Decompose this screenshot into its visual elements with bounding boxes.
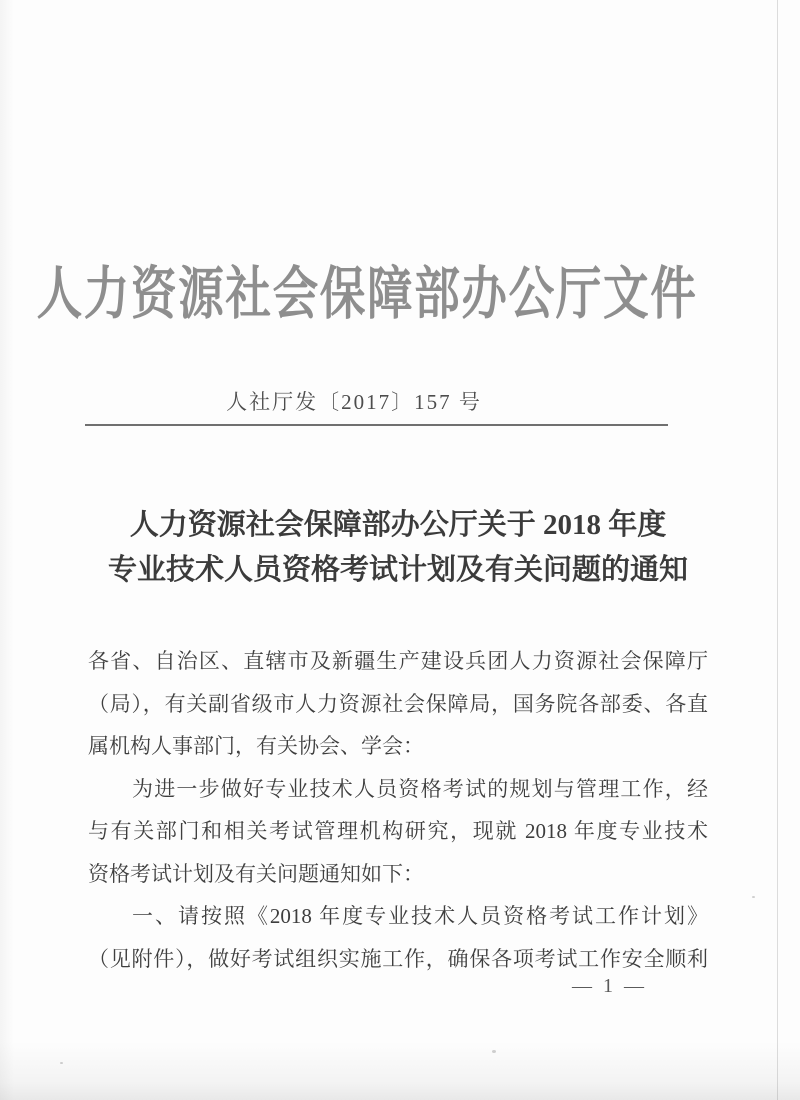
- body-line: 与有关部门和相关考试管理机构研究，现就 2018 年度专业技术: [88, 819, 708, 843]
- body-line: （见附件），做好考试组织实施工作，确保各项考试工作安全顺利: [88, 946, 708, 971]
- body-line: 一、请按照《2018 年度专业技术人员资格考试工作计划》: [132, 904, 708, 928]
- body-line: 属机构人事部门，有关协会、学会：: [88, 734, 424, 758]
- header-rule: [85, 424, 668, 426]
- scan-speck: [492, 1050, 496, 1053]
- scan-bottom-shadow: [0, 1042, 800, 1100]
- scan-speck: [60, 1062, 63, 1064]
- notice-title-line-2: 专业技术人员资格考试计划及有关问题的通知: [107, 554, 688, 586]
- document-header-title: 人力资源社会保障部办公厅文件: [36, 263, 698, 326]
- body-line: 资格考试计划及有关问题通知如下：: [88, 861, 424, 886]
- document-number: 人社厅发〔2017〕157 号: [226, 390, 482, 414]
- notice-title-line-1: 人力资源社会保障部办公厅关于 2018 年度: [129, 509, 667, 541]
- body-text: [88, 640, 708, 980]
- document-header-banner: [0, 248, 754, 330]
- scan-left-shadow: [0, 0, 14, 1100]
- body-line: 各省、自治区、直辖市及新疆生产建设兵团人力资源社会保障厅: [88, 649, 708, 673]
- body-line: 为进一步做好专业技术人员资格考试的规划与管理工作，经: [132, 776, 708, 801]
- body-line: （局），有关副省级市人力资源社会保障局，国务院各部委、各直: [88, 691, 708, 716]
- page-number: — 1 —: [572, 975, 647, 997]
- scan-speck: [752, 896, 755, 898]
- notice-title: [88, 503, 708, 593]
- scan-edge-line: [777, 0, 778, 1100]
